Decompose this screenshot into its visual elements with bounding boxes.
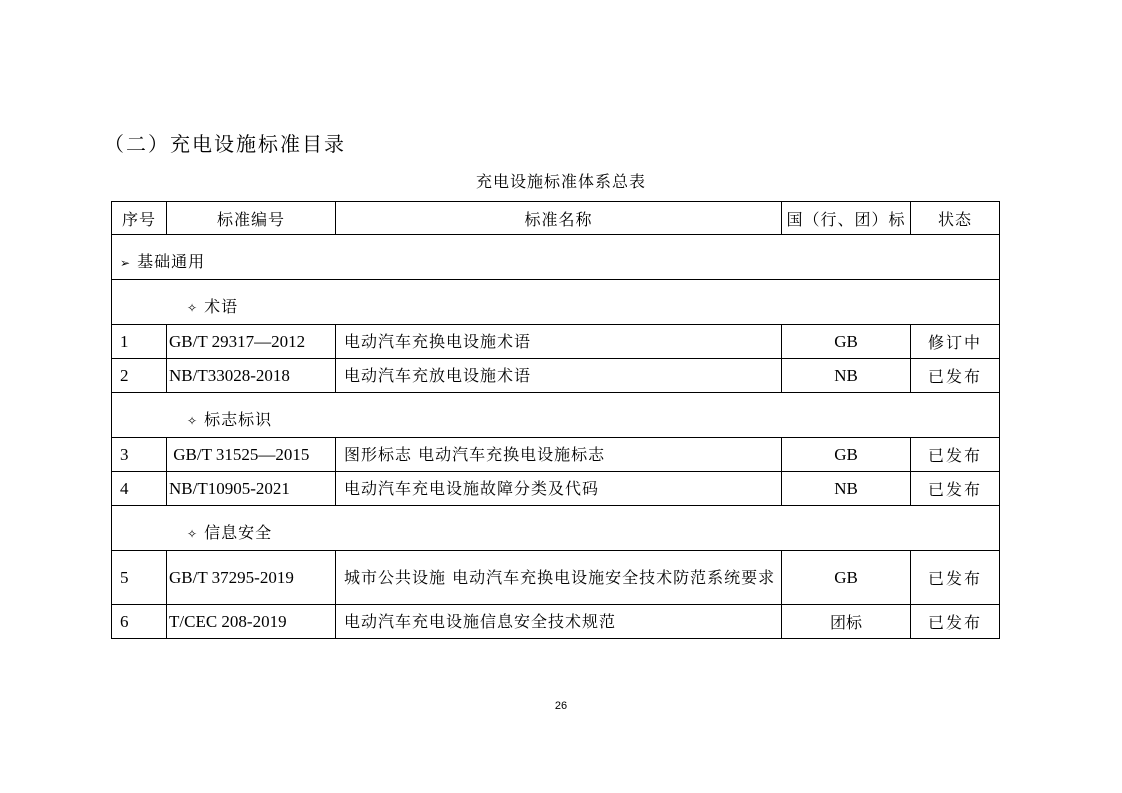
cell-level: NB: [782, 359, 911, 393]
header-code: 标准编号: [167, 202, 336, 235]
cell-code: GB/T 31525—2015: [167, 438, 336, 472]
table-row: [112, 551, 1000, 605]
diamond-bullet-icon: ✧: [187, 300, 199, 315]
cell-no: 3: [112, 438, 167, 472]
table-row: [112, 472, 1000, 506]
section-heading: （二）充电设施标准目录: [104, 132, 346, 156]
subcategory-cell: [112, 506, 1000, 551]
subcategory-row: [112, 393, 1000, 438]
cell-name: 电动汽车充电设施信息安全技术规范: [336, 605, 782, 639]
cell-status: 已发布: [911, 551, 1000, 605]
subcategory-cell: [112, 280, 1000, 325]
subcategory-label: [112, 514, 272, 543]
cell-no: 5: [112, 551, 167, 605]
subcategory-label: [112, 288, 238, 317]
cell-name: 城市公共设施 电动汽车充换电设施安全技术防范系统要求: [336, 551, 782, 605]
subcategory-row: [112, 280, 1000, 325]
cell-name: 电动汽车充换电设施术语: [336, 325, 782, 359]
category-cell: [112, 235, 1000, 280]
category-row: [112, 235, 1000, 280]
subcategory-text: 信息安全: [204, 522, 273, 542]
cell-no: 6: [112, 605, 167, 639]
cell-code: GB/T 29317—2012: [167, 325, 336, 359]
cell-level: 团标: [782, 605, 911, 639]
subcategory-row: [112, 506, 1000, 551]
header-name: 标准名称: [336, 202, 782, 235]
cell-level: NB: [782, 472, 911, 506]
diamond-bullet-icon: ✧: [187, 413, 199, 428]
cell-status: 已发布: [911, 438, 1000, 472]
cell-code: NB/T10905-2021: [167, 472, 336, 506]
cell-code: GB/T 37295-2019: [167, 551, 336, 605]
cell-code: NB/T33028-2018: [167, 359, 336, 393]
header-level: 国（行、团）标: [782, 202, 911, 235]
cell-name: 电动汽车充放电设施术语: [336, 359, 782, 393]
arrow-bullet-icon: ➢: [120, 255, 132, 270]
cell-no: 4: [112, 472, 167, 506]
header-status: 状态: [911, 202, 1000, 235]
cell-name: 电动汽车充电设施故障分类及代码: [336, 472, 782, 506]
subcategory-cell: [112, 393, 1000, 438]
header-no: 序号: [112, 202, 167, 235]
page-number: 26: [554, 700, 568, 712]
table-row: [112, 325, 1000, 359]
cell-level: GB: [782, 438, 911, 472]
category-label: [112, 243, 205, 272]
table-row: [112, 359, 1000, 393]
subcategory-label: [112, 401, 272, 430]
diamond-bullet-icon: ✧: [187, 526, 199, 541]
subcategory-text: 标志标识: [204, 409, 273, 429]
cell-status: 已发布: [911, 359, 1000, 393]
table-row: [112, 605, 1000, 639]
category-text: 基础通用: [137, 251, 206, 271]
cell-status: 已发布: [911, 472, 1000, 506]
table-row: [112, 438, 1000, 472]
cell-no: 1: [112, 325, 167, 359]
subcategory-text: 术语: [204, 296, 239, 316]
table-caption: 充电设施标准体系总表: [475, 172, 646, 191]
cell-code: T/CEC 208-2019: [167, 605, 336, 639]
standards-table: [111, 201, 1000, 639]
cell-status: 已发布: [911, 605, 1000, 639]
cell-level: GB: [782, 551, 911, 605]
table-header-row: [112, 202, 1000, 235]
cell-no: 2: [112, 359, 167, 393]
cell-status: 修订中: [911, 325, 1000, 359]
cell-name: 图形标志 电动汽车充换电设施标志: [336, 438, 782, 472]
cell-level: GB: [782, 325, 911, 359]
